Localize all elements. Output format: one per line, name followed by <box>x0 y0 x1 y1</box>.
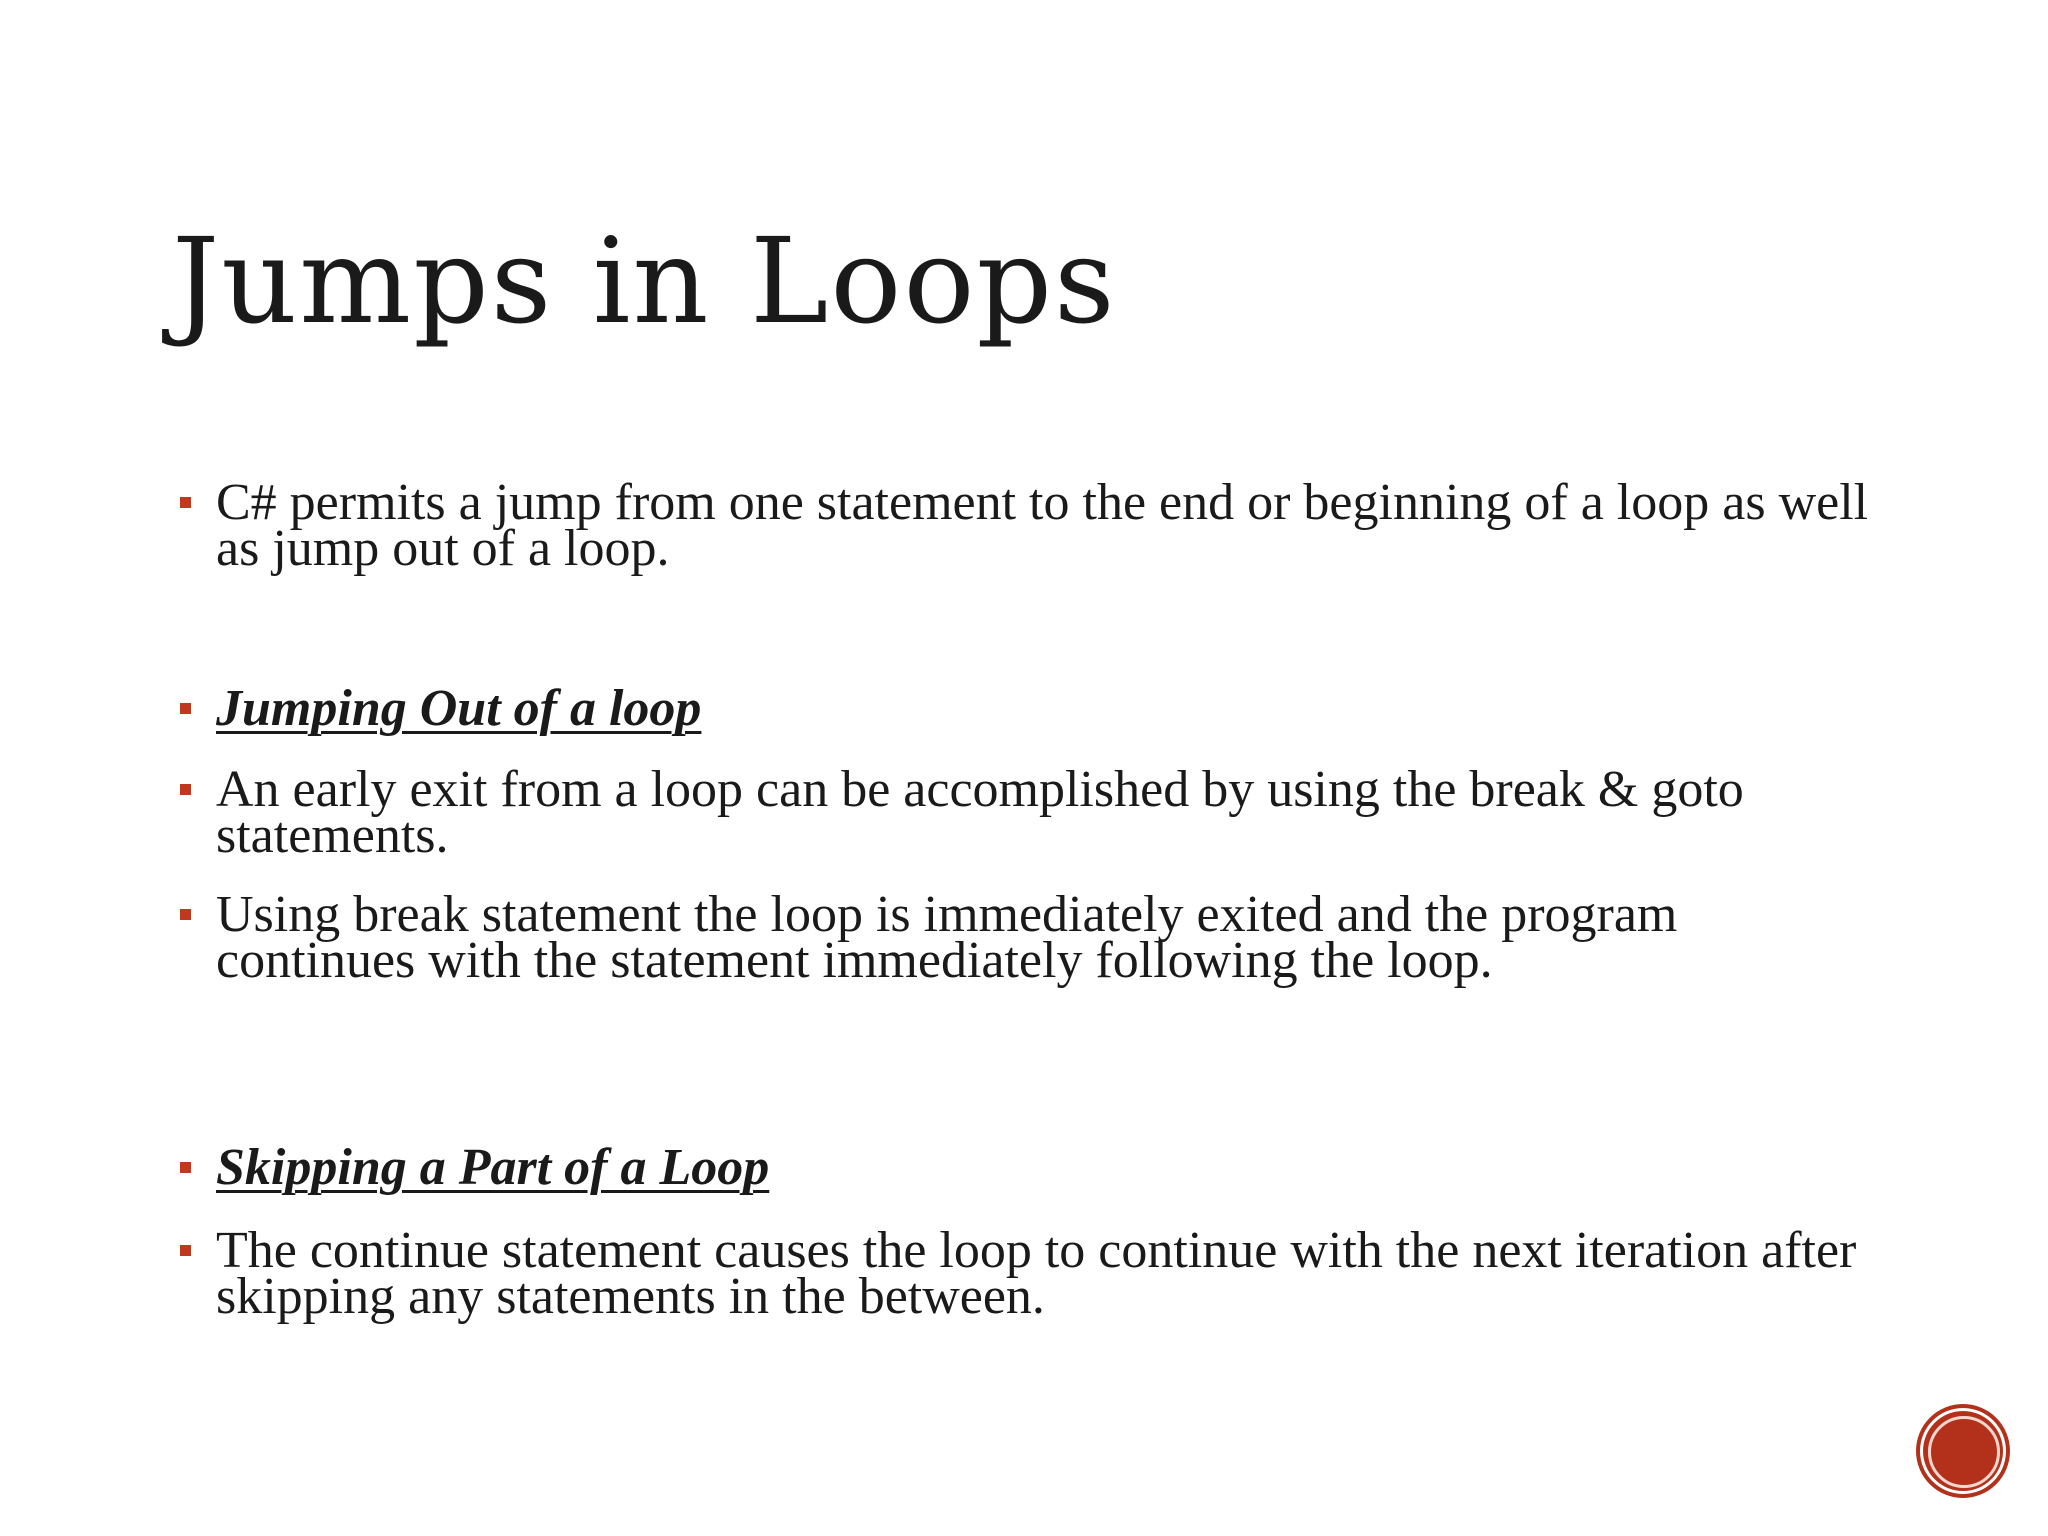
bullet-item <box>216 1222 1876 1325</box>
bullet-text: C# permits a jump from one statement to the end or beginning of a loop as well as jump out of a loop. <box>216 474 1869 577</box>
bullet-heading-text: Jumping Out of a loop <box>216 680 702 737</box>
circle-nav-ring <box>1928 1416 2000 1488</box>
bullet-marker-icon <box>180 703 191 714</box>
bullet-heading-text: Skipping a Part of a Loop <box>216 1139 770 1196</box>
bullet-text: Using break statement the loop is immediately exited and the program continues with the statement immediately following the loop. <box>216 886 1678 989</box>
circle-nav-icon[interactable] <box>1920 1408 2006 1494</box>
slide-title: Jumps in Loops <box>172 212 1117 350</box>
bullet-marker-icon <box>180 1245 191 1256</box>
bullet-marker-icon <box>180 909 191 920</box>
bullet-marker-icon <box>180 497 191 508</box>
bullet-item <box>216 474 1876 577</box>
bullet-marker-icon <box>180 784 191 795</box>
bullet-heading <box>216 1139 1876 1196</box>
bullet-item <box>216 886 1876 989</box>
bullet-text: The continue statement causes the loop to continue with the next iteration after skipping any statements in the between. <box>216 1222 1857 1325</box>
bullet-heading <box>216 680 1876 737</box>
bullet-marker-icon <box>180 1162 191 1173</box>
bullet-item <box>216 761 1876 864</box>
bullet-text: An early exit from a loop can be accomplished by using the break & goto statements. <box>216 761 1744 864</box>
